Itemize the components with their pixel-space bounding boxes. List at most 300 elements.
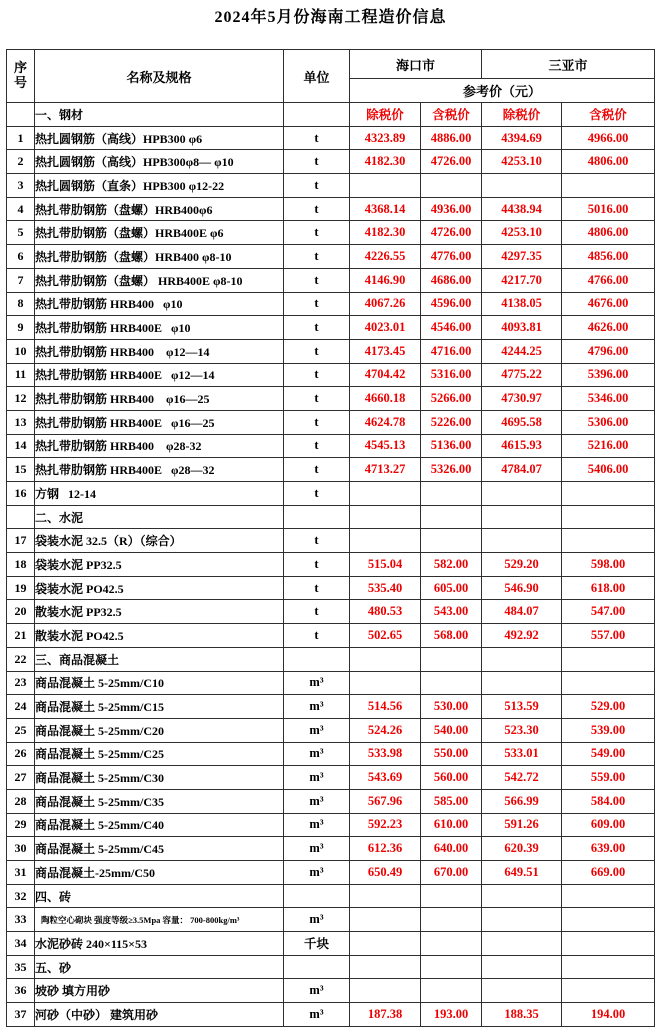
row-unit: m³	[284, 789, 350, 813]
price-sanya-extax	[482, 482, 562, 506]
table-row	[7, 766, 655, 790]
table-row	[7, 529, 655, 553]
row-unit: 千块	[284, 932, 350, 956]
price-sanya-extax: 4138.05	[482, 292, 562, 316]
row-seq: 12	[7, 387, 35, 411]
row-unit: t	[284, 197, 350, 221]
price-haikou-extax: 4323.89	[350, 126, 421, 150]
price-sanya-extax: 188.35	[482, 1003, 562, 1027]
row-unit: m³	[284, 695, 350, 719]
table-row	[7, 600, 655, 624]
row-unit: m³	[284, 718, 350, 742]
price-haikou-extax: 187.38	[350, 1003, 421, 1027]
price-sanya-extax: 4244.25	[482, 339, 562, 363]
row-seq	[7, 103, 35, 127]
price-sanya-extax	[482, 505, 562, 529]
row-seq: 31	[7, 861, 35, 885]
price-sanya-extax: 533.01	[482, 742, 562, 766]
price-haikou-extax: 4704.42	[350, 363, 421, 387]
row-unit: t	[284, 268, 350, 292]
price-haikou-inctax: 582.00	[421, 553, 482, 577]
price-table	[6, 49, 655, 1027]
price-haikou-extax	[350, 932, 421, 956]
row-name: 商品混凝土 5-25mm/C10	[35, 671, 284, 695]
price-sanya-extax: 649.51	[482, 861, 562, 885]
table-row	[7, 837, 655, 861]
page-title: 2024年5月份海南工程造价信息	[214, 9, 447, 26]
price-sanya-inctax	[562, 529, 655, 553]
price-haikou-extax: 4173.45	[350, 339, 421, 363]
price-haikou-inctax: 540.00	[421, 718, 482, 742]
price-haikou-inctax: 4596.00	[421, 292, 482, 316]
row-unit	[284, 103, 350, 127]
row-name: 热扎带肋钢筋 HRB400E φ12—14	[35, 363, 284, 387]
table-row	[7, 363, 655, 387]
row-seq: 5	[7, 221, 35, 245]
row-name: 热扎带肋钢筋 HRB400E φ10	[35, 316, 284, 340]
table-row	[7, 292, 655, 316]
price-haikou-inctax: 4886.00	[421, 126, 482, 150]
price-sanya-inctax: 539.00	[562, 718, 655, 742]
price-haikou-inctax	[421, 671, 482, 695]
price-haikou-inctax: 568.00	[421, 624, 482, 648]
table-row	[7, 1003, 655, 1027]
category-row	[7, 955, 655, 979]
price-haikou-inctax: 610.00	[421, 813, 482, 837]
row-unit: t	[284, 339, 350, 363]
price-haikou-inctax: 4726.00	[421, 150, 482, 174]
row-unit: t	[284, 576, 350, 600]
price-haikou-inctax: 4716.00	[421, 339, 482, 363]
row-unit: m³	[284, 766, 350, 790]
price-haikou-inctax	[421, 884, 482, 908]
row-unit: t	[284, 434, 350, 458]
price-sanya-extax: 4297.35	[482, 245, 562, 269]
table-row	[7, 197, 655, 221]
row-seq	[7, 505, 35, 529]
price-haikou-inctax: 4686.00	[421, 268, 482, 292]
row-seq: 30	[7, 837, 35, 861]
row-name: 坡砂 填方用砂	[35, 979, 284, 1003]
row-unit	[284, 505, 350, 529]
price-sanya-inctax: 194.00	[562, 1003, 655, 1027]
row-seq: 17	[7, 529, 35, 553]
row-unit: t	[284, 387, 350, 411]
price-haikou-extax	[350, 955, 421, 979]
price-haikou-extax: 524.26	[350, 718, 421, 742]
row-unit: m³	[284, 908, 350, 932]
row-unit: m³	[284, 861, 350, 885]
price-haikou-inctax	[421, 174, 482, 198]
row-unit: m³	[284, 1003, 350, 1027]
price-sanya-inctax: 5216.00	[562, 434, 655, 458]
price-sanya-inctax: 547.00	[562, 600, 655, 624]
row-name: 热扎带肋钢筋 HRB400 φ10	[35, 292, 284, 316]
price-haikou-extax: 612.36	[350, 837, 421, 861]
price-sanya-extax	[482, 932, 562, 956]
row-name: 热扎带肋钢筋（盘螺）HRB400φ6	[35, 197, 284, 221]
row-seq: 10	[7, 339, 35, 363]
row-name: 热扎带肋钢筋（盘螺）HRB400E φ6	[35, 221, 284, 245]
row-name: 袋装水泥 32.5（R）（综合）	[35, 529, 284, 553]
price-haikou-extax: 4624.78	[350, 410, 421, 434]
price-sanya-inctax: 含税价	[562, 103, 655, 127]
price-sanya-extax: 4775.22	[482, 363, 562, 387]
row-unit: t	[284, 553, 350, 577]
price-haikou-inctax: 5316.00	[421, 363, 482, 387]
price-sanya-extax: 513.59	[482, 695, 562, 719]
price-sanya-inctax: 639.00	[562, 837, 655, 861]
row-unit: t	[284, 221, 350, 245]
price-sanya-inctax: 4806.00	[562, 221, 655, 245]
table-row	[7, 742, 655, 766]
price-haikou-inctax: 4776.00	[421, 245, 482, 269]
row-name: 商品混凝土 5-25mm/C35	[35, 789, 284, 813]
document-page	[0, 4, 661, 1027]
price-haikou-extax	[350, 174, 421, 198]
table-row	[7, 458, 655, 482]
price-sanya-inctax: 5346.00	[562, 387, 655, 411]
row-unit	[284, 955, 350, 979]
category-row	[7, 505, 655, 529]
table-row	[7, 434, 655, 458]
table-body	[7, 103, 655, 1027]
price-haikou-inctax: 585.00	[421, 789, 482, 813]
row-unit	[284, 647, 350, 671]
row-unit: t	[284, 316, 350, 340]
price-sanya-extax	[482, 529, 562, 553]
price-sanya-inctax	[562, 979, 655, 1003]
price-sanya-extax: 4253.10	[482, 221, 562, 245]
category-row	[7, 647, 655, 671]
price-haikou-extax: 535.40	[350, 576, 421, 600]
table-row	[7, 316, 655, 340]
price-sanya-extax: 492.92	[482, 624, 562, 648]
price-haikou-extax	[350, 908, 421, 932]
price-haikou-extax: 除税价	[350, 103, 421, 127]
table-row	[7, 268, 655, 292]
col-header-seq	[7, 50, 35, 103]
row-seq: 18	[7, 553, 35, 577]
row-name: 商品混凝土 5-25mm/C30	[35, 766, 284, 790]
price-sanya-extax	[482, 174, 562, 198]
price-haikou-extax: 480.53	[350, 600, 421, 624]
price-sanya-inctax: 5396.00	[562, 363, 655, 387]
table-row	[7, 387, 655, 411]
price-haikou-extax: 4023.01	[350, 316, 421, 340]
row-unit: m³	[284, 813, 350, 837]
col-header-ref-price: 参考价（元）	[350, 79, 655, 103]
row-unit: t	[284, 529, 350, 553]
row-unit: m³	[284, 979, 350, 1003]
price-sanya-extax	[482, 979, 562, 1003]
price-sanya-extax: 484.07	[482, 600, 562, 624]
price-sanya-extax: 566.99	[482, 789, 562, 813]
table-row	[7, 339, 655, 363]
row-seq: 32	[7, 884, 35, 908]
price-sanya-inctax: 609.00	[562, 813, 655, 837]
price-sanya-inctax: 4856.00	[562, 245, 655, 269]
price-haikou-extax	[350, 884, 421, 908]
table-row	[7, 861, 655, 885]
table-row	[7, 221, 655, 245]
row-seq: 1	[7, 126, 35, 150]
row-seq: 3	[7, 174, 35, 198]
price-sanya-extax: 542.72	[482, 766, 562, 790]
price-haikou-extax: 650.49	[350, 861, 421, 885]
row-seq: 24	[7, 695, 35, 719]
row-seq: 22	[7, 647, 35, 671]
price-sanya-inctax: 549.00	[562, 742, 655, 766]
price-sanya-extax: 除税价	[482, 103, 562, 127]
price-haikou-inctax	[421, 505, 482, 529]
price-haikou-inctax	[421, 647, 482, 671]
price-sanya-extax: 546.90	[482, 576, 562, 600]
table-row	[7, 553, 655, 577]
price-haikou-inctax: 550.00	[421, 742, 482, 766]
price-sanya-inctax	[562, 884, 655, 908]
price-sanya-extax: 591.26	[482, 813, 562, 837]
price-sanya-extax: 4253.10	[482, 150, 562, 174]
col-header-unit: 单位	[284, 50, 350, 103]
table-row	[7, 245, 655, 269]
table-row	[7, 813, 655, 837]
table-header	[7, 50, 655, 103]
price-sanya-inctax	[562, 932, 655, 956]
price-sanya-extax: 523.30	[482, 718, 562, 742]
price-haikou-extax: 4660.18	[350, 387, 421, 411]
price-haikou-inctax: 670.00	[421, 861, 482, 885]
price-haikou-extax: 4368.14	[350, 197, 421, 221]
price-sanya-inctax: 529.00	[562, 695, 655, 719]
row-unit	[284, 884, 350, 908]
price-sanya-extax: 4695.58	[482, 410, 562, 434]
table-row	[7, 695, 655, 719]
price-haikou-extax: 543.69	[350, 766, 421, 790]
row-name: 热扎带肋钢筋 HRB400E φ28—32	[35, 458, 284, 482]
row-name: 热扎带肋钢筋（盘螺） HRB400E φ8-10	[35, 268, 284, 292]
price-haikou-extax	[350, 671, 421, 695]
row-name: 商品混凝土 5-25mm/C20	[35, 718, 284, 742]
price-sanya-extax	[482, 671, 562, 695]
price-haikou-inctax: 543.00	[421, 600, 482, 624]
row-name: 热扎圆钢筋（高线）HPB300φ8— φ10	[35, 150, 284, 174]
row-name: 热扎带肋钢筋 HRB400 φ12—14	[35, 339, 284, 363]
price-haikou-inctax	[421, 955, 482, 979]
col-header-city-sanya: 三亚市	[482, 50, 655, 79]
price-sanya-inctax	[562, 505, 655, 529]
price-haikou-extax: 4713.27	[350, 458, 421, 482]
row-seq: 29	[7, 813, 35, 837]
price-sanya-inctax: 4806.00	[562, 150, 655, 174]
row-name: 一、钢材	[35, 103, 284, 127]
price-haikou-inctax: 5266.00	[421, 387, 482, 411]
price-sanya-extax: 4784.07	[482, 458, 562, 482]
col-header-seq-line2: 号	[13, 75, 27, 90]
row-seq: 33	[7, 908, 35, 932]
row-seq: 2	[7, 150, 35, 174]
row-name: 四、砖	[35, 884, 284, 908]
row-unit: t	[284, 126, 350, 150]
price-haikou-extax: 4226.55	[350, 245, 421, 269]
price-haikou-inctax: 530.00	[421, 695, 482, 719]
row-seq: 34	[7, 932, 35, 956]
table-row	[7, 932, 655, 956]
price-sanya-inctax: 5406.00	[562, 458, 655, 482]
price-haikou-inctax	[421, 529, 482, 553]
price-sanya-inctax: 557.00	[562, 624, 655, 648]
row-seq: 14	[7, 434, 35, 458]
table-row	[7, 410, 655, 434]
category-row	[7, 103, 655, 127]
price-sanya-extax: 4217.70	[482, 268, 562, 292]
price-sanya-extax: 4438.94	[482, 197, 562, 221]
row-unit: t	[284, 482, 350, 506]
table-row	[7, 126, 655, 150]
row-name: 商品混凝土 5-25mm/C40	[35, 813, 284, 837]
price-sanya-inctax: 584.00	[562, 789, 655, 813]
price-haikou-inctax: 5326.00	[421, 458, 482, 482]
row-name: 商品混凝土-25mm/C50	[35, 861, 284, 885]
row-name: 五、砂	[35, 955, 284, 979]
price-sanya-inctax: 4626.00	[562, 316, 655, 340]
price-sanya-extax: 4093.81	[482, 316, 562, 340]
row-seq: 25	[7, 718, 35, 742]
row-seq: 7	[7, 268, 35, 292]
table-row	[7, 789, 655, 813]
row-name: 二、水泥	[35, 505, 284, 529]
row-unit: t	[284, 363, 350, 387]
row-seq: 15	[7, 458, 35, 482]
row-unit: t	[284, 624, 350, 648]
row-unit: t	[284, 245, 350, 269]
row-name: 商品混凝土 5-25mm/C25	[35, 742, 284, 766]
row-seq: 8	[7, 292, 35, 316]
price-sanya-inctax	[562, 955, 655, 979]
price-sanya-inctax: 669.00	[562, 861, 655, 885]
price-haikou-inctax: 5226.00	[421, 410, 482, 434]
row-seq: 20	[7, 600, 35, 624]
row-name: 散装水泥 PO42.5	[35, 624, 284, 648]
price-haikou-inctax: 4936.00	[421, 197, 482, 221]
table-row	[7, 576, 655, 600]
row-name: 商品混凝土 5-25mm/C15	[35, 695, 284, 719]
row-seq: 6	[7, 245, 35, 269]
price-sanya-inctax: 4796.00	[562, 339, 655, 363]
price-haikou-inctax	[421, 932, 482, 956]
row-name: 热扎带肋钢筋 HRB400E φ16—25	[35, 410, 284, 434]
row-seq: 4	[7, 197, 35, 221]
price-haikou-extax	[350, 979, 421, 1003]
price-sanya-inctax: 4766.00	[562, 268, 655, 292]
price-haikou-extax	[350, 647, 421, 671]
table-row	[7, 908, 655, 932]
price-sanya-extax	[482, 955, 562, 979]
row-name: 热扎带肋钢筋 HRB400 φ16—25	[35, 387, 284, 411]
price-haikou-inctax: 193.00	[421, 1003, 482, 1027]
price-sanya-extax: 529.20	[482, 553, 562, 577]
table-row	[7, 174, 655, 198]
row-name: 袋装水泥 PP32.5	[35, 553, 284, 577]
price-sanya-inctax	[562, 647, 655, 671]
row-unit: t	[284, 292, 350, 316]
row-unit: t	[284, 174, 350, 198]
price-haikou-extax: 4182.30	[350, 221, 421, 245]
table-row	[7, 150, 655, 174]
price-haikou-extax: 4146.90	[350, 268, 421, 292]
price-sanya-inctax: 4966.00	[562, 126, 655, 150]
price-haikou-inctax: 640.00	[421, 837, 482, 861]
row-seq: 13	[7, 410, 35, 434]
price-sanya-extax: 4615.93	[482, 434, 562, 458]
price-haikou-inctax	[421, 979, 482, 1003]
price-haikou-inctax: 4546.00	[421, 316, 482, 340]
price-haikou-extax	[350, 482, 421, 506]
price-haikou-inctax: 560.00	[421, 766, 482, 790]
row-seq: 26	[7, 742, 35, 766]
row-seq: 37	[7, 1003, 35, 1027]
price-haikou-inctax: 含税价	[421, 103, 482, 127]
row-seq: 28	[7, 789, 35, 813]
price-sanya-extax: 4730.97	[482, 387, 562, 411]
row-name: 商品混凝土 5-25mm/C45	[35, 837, 284, 861]
price-haikou-extax: 4067.26	[350, 292, 421, 316]
price-sanya-extax	[482, 647, 562, 671]
row-name: 袋装水泥 PO42.5	[35, 576, 284, 600]
price-sanya-inctax: 559.00	[562, 766, 655, 790]
row-unit: m³	[284, 742, 350, 766]
row-seq: 36	[7, 979, 35, 1003]
col-header-city-haikou: 海口市	[350, 50, 482, 79]
row-name: 热扎圆钢筋（高线）HPB300 φ6	[35, 126, 284, 150]
row-name: 热扎圆钢筋（直条）HPB300 φ12-22	[35, 174, 284, 198]
row-name: 散装水泥 PP32.5	[35, 600, 284, 624]
row-name: 热扎带肋钢筋（盘螺）HRB400 φ8-10	[35, 245, 284, 269]
table-row	[7, 979, 655, 1003]
row-seq: 23	[7, 671, 35, 695]
price-sanya-inctax	[562, 174, 655, 198]
price-haikou-inctax: 605.00	[421, 576, 482, 600]
price-haikou-extax: 4545.13	[350, 434, 421, 458]
price-sanya-extax: 620.39	[482, 837, 562, 861]
row-name: 热扎带肋钢筋 HRB400 φ28-32	[35, 434, 284, 458]
price-haikou-inctax	[421, 482, 482, 506]
table-row	[7, 482, 655, 506]
price-sanya-extax	[482, 908, 562, 932]
price-sanya-inctax: 618.00	[562, 576, 655, 600]
row-seq: 21	[7, 624, 35, 648]
price-haikou-extax: 567.96	[350, 789, 421, 813]
price-sanya-inctax: 4676.00	[562, 292, 655, 316]
row-unit: m³	[284, 837, 350, 861]
price-haikou-inctax: 4726.00	[421, 221, 482, 245]
row-name: 方钢 12-14	[35, 482, 284, 506]
price-haikou-extax: 514.56	[350, 695, 421, 719]
price-sanya-inctax	[562, 671, 655, 695]
price-haikou-extax: 502.65	[350, 624, 421, 648]
price-haikou-extax: 533.98	[350, 742, 421, 766]
col-header-name: 名称及规格	[35, 50, 284, 103]
col-header-seq-line1: 序	[13, 60, 27, 76]
price-haikou-extax	[350, 505, 421, 529]
row-seq: 11	[7, 363, 35, 387]
row-seq: 19	[7, 576, 35, 600]
row-unit: t	[284, 458, 350, 482]
table-row	[7, 624, 655, 648]
row-name: 三、商品混凝土	[35, 647, 284, 671]
row-unit: t	[284, 410, 350, 434]
row-name: 陶粒空心砌块 强度等级≥3.5Mpa 容量： 700-800kg/m³	[35, 908, 284, 932]
